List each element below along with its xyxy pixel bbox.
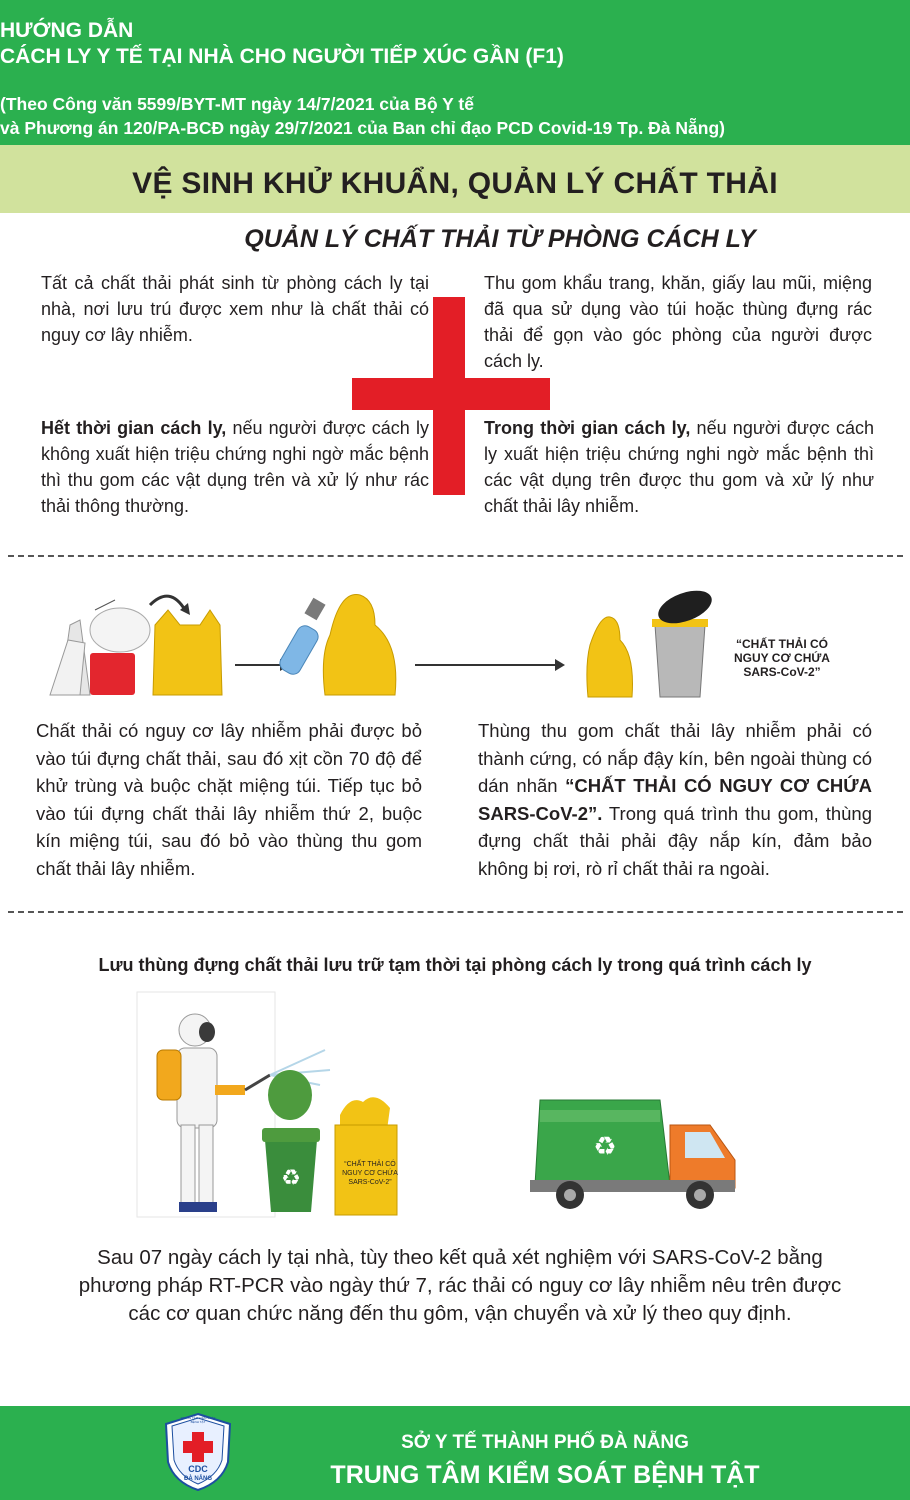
yellow-bag-tied-icon: [323, 595, 396, 696]
band-title: VỆ SINH KHỬ KHUẨN, QUẢN LÝ CHẤT THẢI: [132, 167, 778, 200]
footer-department: SỞ Y TẾ THÀNH PHỐ ĐÀ NẴNG: [401, 1432, 689, 1453]
mask-icon: [90, 608, 150, 652]
final-paragraph: Sau 07 ngày cách ly tại nhà, tùy theo kết quả xét nghiệm với SARS-CoV-2 bằng phương pháp RT-PCR vào ngày thứ 7, rác thải có nguy cơ lây nhiễm nêu trên được các cơ quan chức năng đến thu gôm, vận chuyển và xử lý theo quy định.: [78, 1246, 842, 1325]
footer-center: TRUNG TÂM KIỂM SOÁT BỆNH TẬT: [330, 1461, 760, 1489]
green-bin-lid-icon: [268, 1070, 312, 1120]
quadrant-bottom-left-bold: Hết thời gian cách ly,: [41, 418, 227, 438]
logo-city-text: ĐÀ NẴNG: [184, 1476, 212, 1482]
divider-2: [8, 911, 903, 913]
garbage-truck-illustration: [520, 1070, 750, 1220]
cloth-icon: [90, 653, 135, 695]
yellow-bag-icon: [153, 610, 222, 695]
step-right-bold: “CHẤT THẢI CÓ NGUY CƠ CHỨA SARS-CoV-2”.: [478, 775, 872, 824]
divider-1: [8, 555, 903, 557]
logo-ring-text: TRUNG TÂM KIỂM SOÁT BỆNH TẬT: [180, 1416, 216, 1424]
lidded-bin-icon: [655, 625, 705, 697]
logo-cdc-text: CDC: [188, 1464, 208, 1474]
quadrant-bottom-left-text: nếu người được cách ly không xuất hiện triệu chứng nghi ngờ mắc bệnh thì thu gom các vật dụng trên và xử lý như rác thải thông thường.: [41, 418, 429, 516]
header-title: HƯỚNG DẪN: [0, 19, 134, 42]
header-subtitle: CÁCH LY Y TẾ TẠI NHÀ CHO NGƯỜI TIẾP XÚC GẦN (F1): [0, 45, 564, 68]
quadrant-top-left: Tất cả chất thải phát sinh từ phòng cách ly tại nhà, nơi lưu trú được xem như là chất thải có nguy cơ lây nhiễm.: [41, 273, 429, 345]
svg-text:♻: ♻: [593, 1132, 617, 1162]
step-right-text-a: Thùng thu gom chất thải lây nhiễm phải có thành cứng, có nắp đậy kín, bên ngoài thùng có dán nhãn: [478, 720, 872, 796]
step-right-text-b: Trong quá trình thu gom, thùng đựng chất thải phải đậy nắp kín, đảm bảo không bị rơi, rò rỉ chất thải ra ngoài.: [478, 802, 872, 879]
section-title: QUẢN LÝ CHẤT THẢI TỪ PHÒNG CÁCH LY: [244, 225, 756, 253]
quadrant-top-right: Thu gom khẩu trang, khăn, giấy lau mũi, miệng đã qua sử dụng vào túi hoặc thùng đựng rác thải để gọn vào góc phòng của người được cách ly.: [484, 273, 872, 371]
step-right-text: [478, 717, 872, 882]
quadrant-bottom-right-text: nếu người được cách ly xuất hiện triệu chứng nghi ngờ mắc bệnh thì các vật dụng trên được thu gom và xử lý như chất thải lây nhiễm.: [484, 418, 874, 516]
bin-label: “CHẤT THẢI CÓ NGUY CƠ CHỨA SARS-CoV-2”: [734, 637, 830, 679]
header-reference-2: và Phương án 120/PA-BCĐ ngày 29/7/2021 của Ban chỉ đạo PCD Covid-19 Tp. Đà Nẵng): [0, 118, 725, 138]
red-cross-horizontal: [352, 378, 550, 410]
curved-arrow-icon: [150, 596, 185, 610]
yellow-bag-small-icon: [587, 617, 633, 697]
quadrant-bottom-right-bold: Trong thời gian cách ly,: [484, 418, 691, 438]
small-bin-label: “CHẤT THẢI CÓ NGUY CƠ CHỨA SARS-CoV-2”: [342, 1161, 398, 1186]
quadrant-bottom-right: [484, 415, 874, 519]
storage-title: Lưu thùng đựng chất thải lưu trữ tạm thời tại phòng cách ly trong quá trình cách ly: [98, 955, 812, 975]
svg-text:♻: ♻: [281, 1166, 301, 1191]
protective-suit-icon: [177, 1048, 217, 1128]
spray-bottle-icon: [277, 623, 321, 677]
header-reference-1: (Theo Công văn 5599/BYT-MT ngày 14/7/2021 của Bộ Y tế: [0, 94, 474, 114]
quadrant-bottom-left: [41, 415, 429, 519]
step-left-text: Chất thải có nguy cơ lây nhiễm phải được bỏ vào túi đựng chất thải, sau đó xịt cồn 70 độ để khử trùng và buộc chặt miệng túi. Tiếp tục bỏ vào túi đựng chất thải lây nhiễm thứ 2, buộc kín miệng túi, sau đó bỏ vào thùng thu gom chất thải lây nhiễm.: [36, 720, 422, 879]
